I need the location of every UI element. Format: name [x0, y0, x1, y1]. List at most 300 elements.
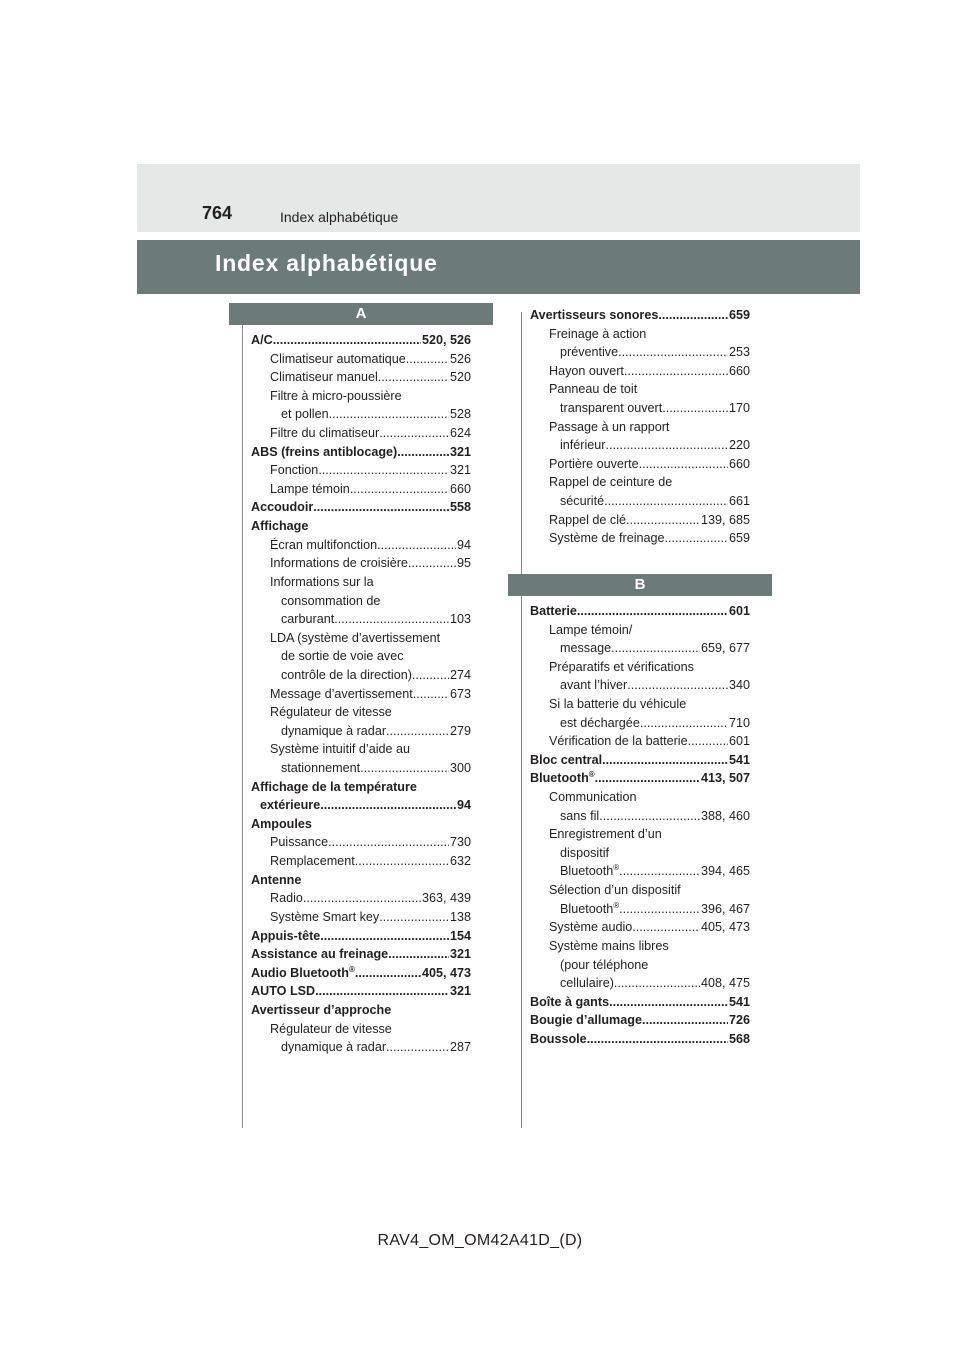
dot-leader: [273, 331, 421, 350]
index-entry: [251, 1038, 471, 1057]
entry-label: [549, 732, 688, 751]
entry-label-text: cellulaire): [560, 976, 614, 991]
section-header: B: [508, 574, 772, 596]
entry-label: [530, 602, 577, 621]
page-reference: 170: [728, 401, 750, 416]
entry-label-text: Accoudoir: [251, 500, 314, 515]
entry-label-text: est déchargée: [560, 715, 640, 730]
index-entry: [251, 964, 471, 983]
entry-label: [530, 1011, 642, 1030]
page-reference: 659: [728, 531, 750, 546]
entry-label: [270, 629, 440, 648]
dot-leader: [595, 769, 700, 788]
entry-label: [549, 825, 662, 844]
entry-label: [270, 1020, 392, 1039]
dot-leader: [614, 974, 700, 993]
index-entry: [251, 815, 471, 834]
index-entry: [251, 350, 471, 369]
page-reference: 528: [449, 407, 471, 422]
entry-label-text: Radio: [270, 891, 303, 906]
entry-label: [549, 380, 637, 399]
dot-leader: [611, 639, 700, 658]
entry-label-text: Message d’avertissement: [270, 686, 413, 701]
entry-label-text: Boussole: [530, 1031, 587, 1046]
index-entry: [251, 740, 471, 759]
index-entry: [251, 647, 471, 666]
page-reference: 253: [728, 345, 750, 360]
entry-label-text: Bloc central: [530, 752, 603, 767]
index-entry: [251, 982, 471, 1001]
dot-leader: [412, 666, 449, 685]
dot-leader: [318, 461, 449, 480]
entry-label: [530, 306, 658, 325]
index-entry: [530, 511, 750, 530]
index-entry: [251, 1020, 471, 1039]
entry-label-text: sans fil: [560, 808, 600, 823]
entry-label-text: Filtre à micro-poussière: [270, 388, 402, 403]
entry-label-text: transparent ouvert: [560, 401, 663, 416]
dot-leader: [313, 498, 449, 517]
entry-label: [270, 703, 392, 722]
page-reference: 220: [728, 438, 750, 453]
index-entry: [251, 945, 471, 964]
page-reference: 340: [728, 678, 750, 693]
entry-label: [560, 862, 619, 881]
entry-label-text: Appuis-tête: [251, 928, 321, 943]
index-entry: [530, 862, 750, 881]
dot-leader: [640, 714, 728, 733]
entry-label: [549, 658, 694, 677]
index-entry: [530, 881, 750, 900]
entry-label-text: Assistance au freinage: [251, 947, 389, 962]
page-reference: 601: [728, 734, 750, 749]
dot-leader: [360, 759, 449, 778]
page-reference: 321: [449, 444, 471, 459]
dot-leader: [388, 945, 449, 964]
page-reference: 408, 475: [700, 976, 750, 991]
dot-leader: [355, 852, 449, 871]
dot-leader: [606, 436, 728, 455]
index-entry: [530, 658, 750, 677]
dot-leader: [627, 676, 728, 695]
entry-label: [560, 492, 604, 511]
entry-label-text: Rappel de clé: [549, 512, 627, 527]
header-title: Index alphabétique: [280, 209, 399, 225]
index-entry: [530, 769, 750, 788]
entry-label-text: Climatiseur automatique: [270, 351, 406, 366]
entry-label: [549, 529, 665, 548]
index-entry: [530, 473, 750, 492]
dot-leader: [665, 529, 728, 548]
entry-label: [549, 455, 639, 474]
index-entry: [251, 387, 471, 406]
page-reference: 274: [449, 667, 471, 682]
index-entry: [530, 974, 750, 993]
page-reference: 394, 465: [700, 864, 750, 879]
page-reference: 139, 685: [700, 512, 750, 527]
index-entry: [530, 695, 750, 714]
dot-leader: [355, 964, 421, 983]
index-entry: [530, 621, 750, 640]
dot-leader: [618, 343, 728, 362]
entry-label: [281, 592, 380, 611]
entry-label: [281, 405, 329, 424]
entry-label-text: Freinage à action: [549, 326, 647, 341]
entry-label: [251, 871, 301, 890]
entry-label: [270, 908, 379, 927]
page-reference: 660: [728, 456, 750, 471]
dot-leader: [619, 862, 700, 881]
entry-label: [281, 759, 360, 778]
dot-leader: [379, 908, 449, 927]
entry-label: [251, 1001, 391, 1020]
page-reference: 624: [449, 426, 471, 441]
dot-leader: [624, 362, 728, 381]
entry-label-text: et pollen: [281, 407, 329, 422]
index-entry: [530, 399, 750, 418]
entry-label: [270, 889, 303, 908]
page-number: 764: [202, 203, 233, 223]
registered-mark: ®: [348, 964, 355, 974]
index-entry: [530, 732, 750, 751]
entry-label: [251, 964, 355, 983]
index-entry: [530, 900, 750, 919]
dot-leader: [406, 350, 449, 369]
dot-leader: [328, 833, 449, 852]
entry-label-text: Hayon ouvert: [549, 363, 624, 378]
entry-label-text: Batterie: [530, 603, 577, 618]
dot-leader: [587, 1030, 728, 1049]
entry-label-text: dispositif: [560, 845, 609, 860]
page-reference: 138: [449, 909, 471, 924]
index-entry: [251, 331, 471, 350]
entry-label-text: Passage à un rapport: [549, 419, 670, 434]
dot-leader: [658, 306, 728, 325]
entry-label: [530, 1030, 587, 1049]
entry-label: [251, 778, 417, 797]
dot-leader: [599, 807, 700, 826]
index-entry: [530, 676, 750, 695]
entry-label-text: Système de freinage: [549, 531, 665, 546]
entry-label: [270, 833, 328, 852]
entry-label: [270, 461, 318, 480]
index-entry: [530, 362, 750, 381]
entry-label-text: Avertisseurs sonores: [530, 308, 659, 322]
section-gap: [530, 548, 750, 568]
entry-label-text: Boîte à gants: [530, 994, 610, 1009]
index-entry: [530, 380, 750, 399]
page-reference: 659, 677: [700, 641, 750, 656]
entry-label-text: Climatiseur manuel: [270, 370, 378, 385]
page-reference: 321: [449, 947, 471, 962]
entry-label-text: Communication: [549, 790, 637, 805]
page-reference: 541: [728, 752, 750, 767]
dot-leader: [577, 602, 728, 621]
dot-leader: [350, 480, 449, 499]
entry-label: [270, 573, 374, 592]
entry-label-text: de sortie de voie avec: [281, 649, 404, 664]
entry-label: [560, 676, 627, 695]
page-reference: 660: [449, 481, 471, 496]
entry-label: [251, 498, 313, 517]
dot-leader: [413, 685, 449, 704]
entry-label-text: stationnement: [281, 761, 361, 776]
page-reference: 673: [449, 686, 471, 701]
index-entry: [530, 1030, 750, 1049]
page-reference: 396, 467: [700, 901, 750, 916]
entry-label-text: Bluetooth: [560, 864, 614, 879]
index-entry: [251, 908, 471, 927]
entry-label: [560, 844, 609, 863]
entry-label: [560, 714, 640, 733]
page-reference: 300: [449, 761, 471, 776]
index-entry: [530, 788, 750, 807]
page-reference: 363, 439: [421, 891, 471, 906]
entry-label: [270, 480, 350, 499]
index-entry: [530, 418, 750, 437]
index-entry: [251, 405, 471, 424]
dot-leader: [688, 732, 728, 751]
entry-label-text: Régulateur de vitesse: [270, 705, 392, 720]
entry-label-text: Rappel de ceinture de: [549, 475, 673, 490]
dot-leader: [386, 722, 449, 741]
page-reference: 95: [456, 556, 471, 571]
entry-label: [270, 424, 379, 443]
index-entry: [251, 610, 471, 629]
dot-leader: [662, 399, 728, 418]
page-reference: 520, 526: [421, 333, 471, 347]
index-entry: [530, 306, 750, 325]
dot-leader: [397, 443, 449, 462]
entry-label-text: Système mains libres: [549, 938, 669, 953]
index-entry: [530, 639, 750, 658]
page-reference: 520: [449, 370, 471, 385]
entry-label: [549, 621, 632, 640]
page-reference: 321: [449, 984, 471, 999]
dot-leader: [329, 405, 449, 424]
entry-label: [281, 1038, 386, 1057]
index-column-right: [530, 306, 750, 1049]
dot-leader: [619, 900, 700, 919]
entry-label: [560, 399, 662, 418]
page-reference: 568: [728, 1031, 750, 1046]
entry-label: [251, 927, 320, 946]
page-reference: 710: [728, 715, 750, 730]
entry-label-text: Système Smart key: [270, 909, 380, 924]
entry-label-text: Portière ouverte: [549, 456, 639, 471]
index-entry: [530, 993, 750, 1012]
entry-label-text: Fonction: [270, 463, 319, 478]
entry-label-text: A/C: [251, 333, 273, 347]
entry-label-text: Enregistrement d’un: [549, 827, 662, 842]
index-entry: [251, 573, 471, 592]
index-entry: [530, 343, 750, 362]
entry-label: [560, 900, 619, 919]
page-reference: 94: [456, 798, 471, 813]
index-entry: [530, 714, 750, 733]
index-entry: [251, 536, 471, 555]
entry-label: [260, 796, 320, 815]
column-divider-right: [521, 312, 522, 1128]
index-entry: [251, 871, 471, 890]
dot-leader: [408, 554, 456, 573]
index-entry: [530, 529, 750, 548]
page-reference: 730: [449, 835, 471, 850]
entry-label-text: Antenne: [251, 872, 302, 887]
entry-label-text: LDA (système d’avertissement: [270, 630, 441, 645]
dot-leader: [320, 927, 449, 946]
index-entry: [530, 844, 750, 863]
index-entry: [530, 1011, 750, 1030]
index-entry: [251, 852, 471, 871]
page-reference: 726: [728, 1013, 750, 1028]
entry-label: [281, 610, 334, 629]
index-entry: [530, 918, 750, 937]
dot-leader: [377, 536, 456, 555]
entry-label-text: Puissance: [270, 835, 329, 850]
index-entry: [251, 722, 471, 741]
entry-label: [560, 807, 599, 826]
dot-leader: [379, 424, 449, 443]
index-entry: [251, 759, 471, 778]
entry-label-text: message: [560, 641, 612, 656]
index-entry: [251, 703, 471, 722]
index-entry: [530, 956, 750, 975]
entry-label-text: dynamique à radar: [281, 1040, 387, 1055]
entry-label: [270, 387, 402, 406]
index-column-left: [251, 303, 471, 1057]
entry-label: [281, 666, 412, 685]
entry-label: [251, 331, 273, 350]
entry-label-text: Système audio: [549, 920, 633, 935]
entry-label: [251, 517, 308, 536]
entry-label: [549, 918, 632, 937]
index-entry: [251, 927, 471, 946]
entry-label: [251, 443, 397, 462]
entry-label: [530, 993, 609, 1012]
entry-label: [270, 350, 406, 369]
index-entry: [530, 602, 750, 621]
entry-label: [251, 815, 312, 834]
entry-label-text: contrôle de la direction): [281, 667, 412, 682]
page-reference: 94: [456, 537, 471, 552]
entry-label: [251, 945, 388, 964]
page-reference: 388, 460: [700, 808, 750, 823]
entry-label-text: Bluetooth: [560, 901, 614, 916]
index-entry: [251, 554, 471, 573]
page-reference: 526: [449, 351, 471, 366]
page-reference: 661: [728, 494, 750, 509]
dot-leader: [632, 918, 700, 937]
dot-leader: [378, 368, 449, 387]
dot-leader: [626, 511, 700, 530]
page-reference: 541: [728, 994, 750, 1009]
entry-label-text: Bougie d’allumage: [530, 1013, 642, 1028]
index-entry: [530, 751, 750, 770]
entry-label-text: Filtre du climatiseur: [270, 426, 380, 441]
page-reference: 321: [449, 463, 471, 478]
entry-label-text: Affichage: [251, 519, 309, 534]
index-entry: [251, 368, 471, 387]
entry-label-text: Affichage de la température: [251, 779, 417, 794]
index-entry: [251, 517, 471, 536]
entry-label-text: sécurité: [560, 494, 605, 509]
index-entry: [251, 461, 471, 480]
index-entry: [251, 778, 471, 797]
entry-label-text: Bluetooth: [530, 771, 589, 786]
index-entry: [530, 937, 750, 956]
entry-label: [549, 881, 681, 900]
entry-label-text: Système intuitif d’aide au: [270, 742, 411, 757]
document-code: RAV4_OM_OM42A41D_(D): [377, 1232, 583, 1249]
dot-leader: [320, 796, 456, 815]
entry-label-text: inférieur: [560, 438, 606, 453]
index-entry: [251, 592, 471, 611]
page-reference: 405, 473: [700, 920, 750, 935]
entry-label-text: Sélection d’un dispositif: [549, 883, 681, 898]
header-band: [137, 164, 860, 232]
index-entry: [530, 455, 750, 474]
index-entry: [251, 889, 471, 908]
entry-label: [281, 722, 386, 741]
registered-mark: ®: [613, 900, 620, 910]
entry-label: [560, 956, 648, 975]
dot-leader: [642, 1011, 728, 1030]
index-entry: [251, 424, 471, 443]
entry-label: [530, 769, 595, 788]
entry-label: [270, 685, 413, 704]
entry-label-text: Lampe témoin: [270, 481, 350, 496]
page-reference: 279: [449, 723, 471, 738]
section-header: A: [229, 303, 493, 325]
page-reference: 601: [728, 603, 750, 618]
banner-title: Index alphabétique: [215, 250, 438, 276]
entry-label: [251, 982, 315, 1001]
entry-label-text: avant l’hiver: [560, 678, 628, 693]
entry-label-text: préventive: [560, 345, 619, 360]
entry-label-text: Panneau de toit: [549, 382, 638, 397]
index-entry: [530, 807, 750, 826]
page-reference: 632: [449, 854, 471, 869]
index-entry: [251, 833, 471, 852]
dot-leader: [386, 1038, 449, 1057]
entry-label: [560, 436, 606, 455]
dot-leader: [602, 751, 728, 770]
entry-label: [270, 368, 378, 387]
entry-label-text: Écran multifonction: [270, 537, 378, 552]
entry-label-text: consommation de: [281, 593, 381, 608]
page-reference: 154: [449, 928, 471, 943]
entry-label-text: Si la batterie du véhicule: [549, 696, 687, 711]
dot-leader: [303, 889, 421, 908]
entry-label-text: (pour téléphone: [560, 957, 649, 972]
entry-label-text: Lampe témoin/: [549, 622, 633, 637]
index-entry: [251, 443, 471, 462]
entry-label: [560, 343, 618, 362]
entry-label-text: Informations de croisière: [270, 556, 408, 571]
index-entry: [530, 825, 750, 844]
index-entry: [251, 498, 471, 517]
entry-label-text: Régulateur de vitesse: [270, 1021, 392, 1036]
dot-leader: [609, 993, 728, 1012]
entry-label-text: Avertisseur d’approche: [251, 1002, 392, 1017]
registered-mark: ®: [613, 863, 620, 873]
index-entry: [251, 1001, 471, 1020]
dot-leader: [315, 982, 449, 1001]
entry-label: [549, 362, 624, 381]
column-divider-left: [242, 312, 243, 1128]
page-reference: 558: [449, 500, 471, 515]
